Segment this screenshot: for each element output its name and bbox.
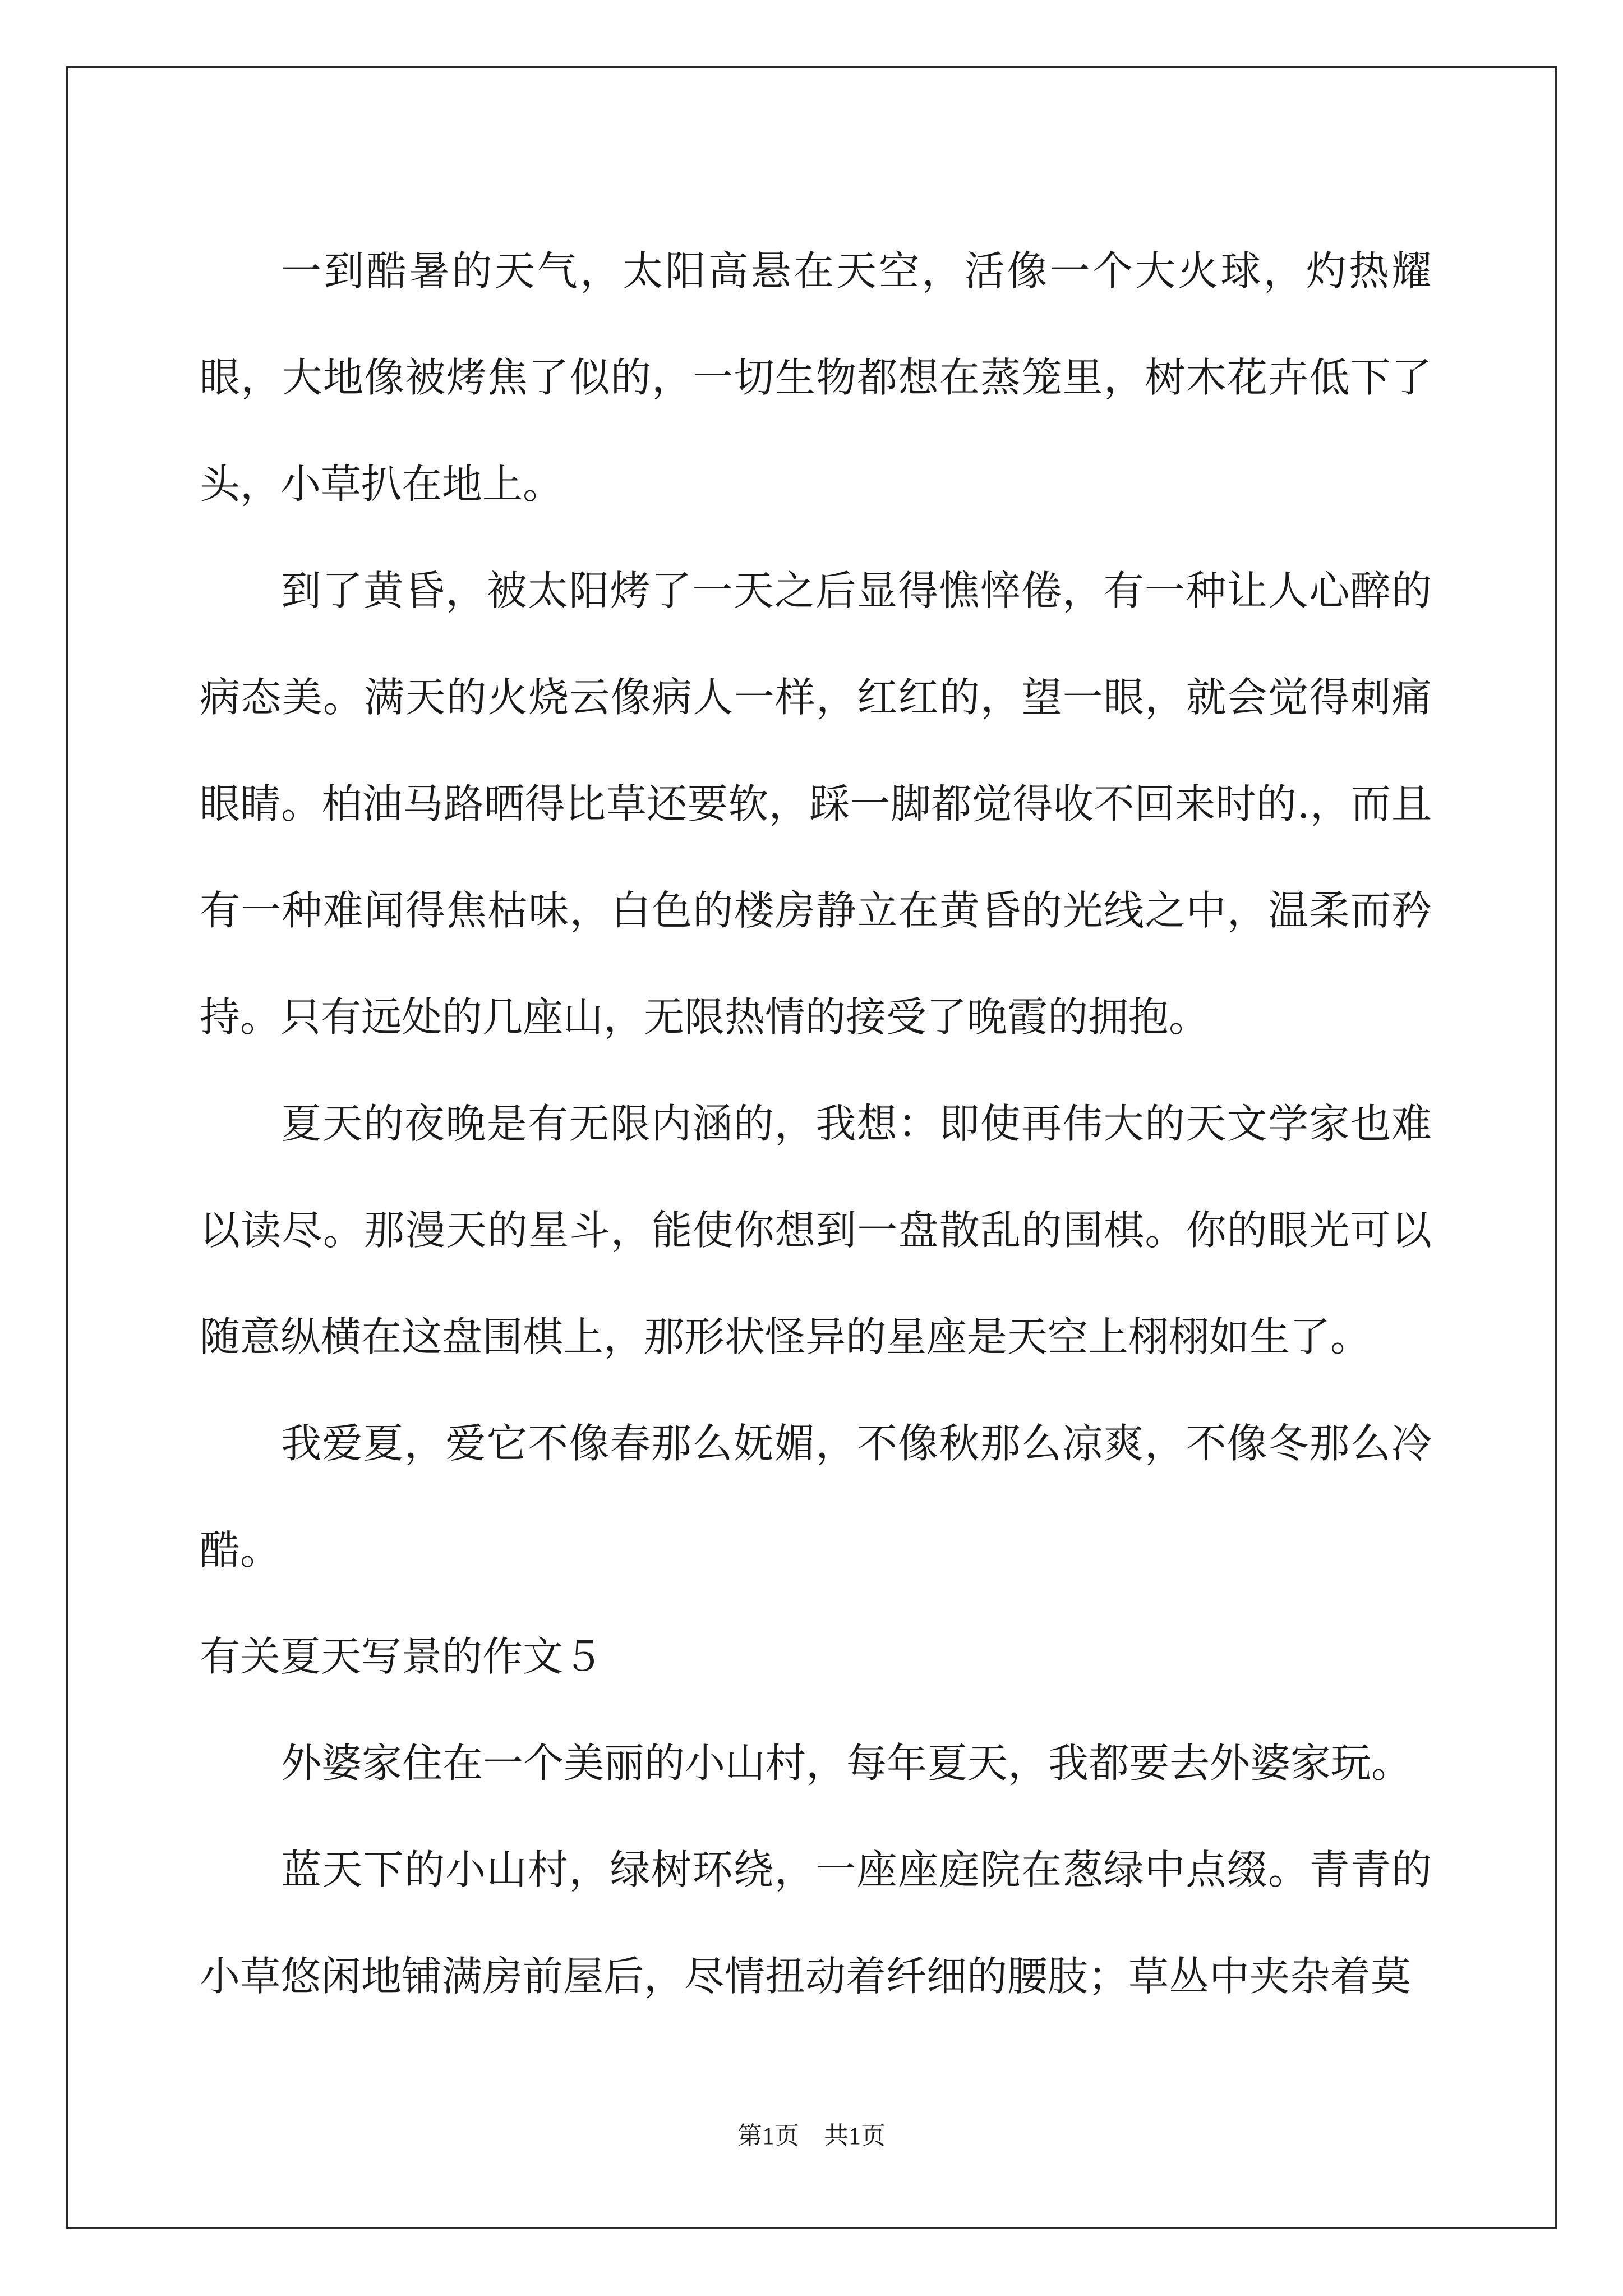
document-body <box>200 218 1432 2030</box>
paragraph-2: 到了黄昏，被太阳烤了一天之后显得憔悴倦，有一种让人心醉的病态美。满天的火烧云像病人一样，红红的，望一眼，就会觉得刺痛眼睛。柏油马路晒得比草还要软，踩一脚都觉得收不回来时的.，而且有一种难闻得焦枯味，白色的楼房静立在黄昏的光线之中，温柔而矜持。只有远处的几座山，无限热情的接受了晚霞的拥抱。 <box>200 567 1432 1041</box>
paragraph-3: 夏天的夜晚是有无限内涵的，我想：即使再伟大的天文学家也难以读尽。那漫天的星斗，能使你想到一盘散乱的围棋。你的眼光可以随意纵横在这盘围棋上，那形状怪异的星座是天空上栩栩如生了。 <box>200 1100 1432 1360</box>
section-paragraph-2: 蓝天下的小山村，绿树环绕，一座座庭院在葱绿中点缀。青青的小草悠闲地铺满房前屋后，尽情扭动着纤细的腰肢；草丛中夹杂着莫 <box>200 1846 1432 2000</box>
section-heading: 有关夏天写景的作文５ <box>200 1633 604 1680</box>
page-footer: 第1页 共1页 <box>737 2122 886 2150</box>
section-paragraph-1: 外婆家住在一个美丽的小山村，每年夏天，我都要去外婆家玩。 <box>281 1740 1412 1787</box>
paragraph-4: 我爱夏，爱它不像春那么妩媚，不像秋那么凉爽，不像冬那么冷酷。 <box>200 1420 1432 1573</box>
paragraph-1: 一到酷暑的天气，太阳高悬在天空，活像一个大火球，灼热耀眼，大地像被烤焦了似的，一切生物都想在蒸笼里，树木花卉低下了头，小草扒在地上。 <box>200 247 1432 508</box>
